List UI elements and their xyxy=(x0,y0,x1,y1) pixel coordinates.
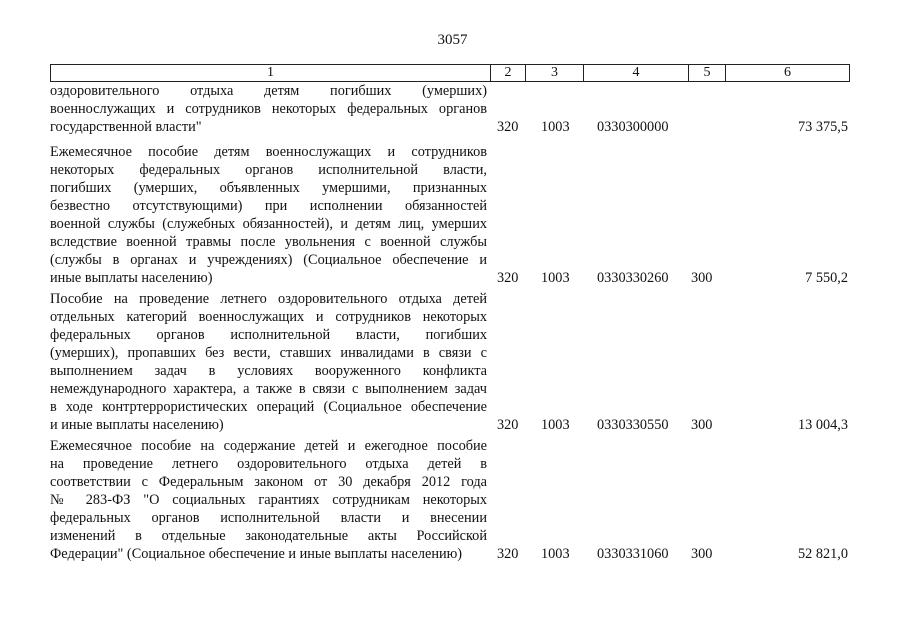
description-line: Пособие на проведение летнего оздоровительного отдыха детей xyxy=(50,291,487,307)
cell-amount: 13 004,3 xyxy=(797,417,848,433)
description-line: № 283-ФЗ "О социальных гарантиях сотрудникам некоторых xyxy=(50,492,487,508)
cell-amount: 52 821,0 xyxy=(797,546,848,562)
description-line: отдельных категорий военнослужащих и сотрудников некоторых xyxy=(50,309,487,325)
cell-code-2: 320 xyxy=(497,270,519,286)
row-description xyxy=(50,290,487,434)
cell-code-2: 320 xyxy=(497,546,519,562)
description-line: и иные выплаты населению) xyxy=(50,417,224,433)
cell-code-2: 320 xyxy=(497,417,519,433)
description-line: военнослужащих и сотрудников некоторых федеральных органов xyxy=(50,101,487,117)
cell-code-2: 320 xyxy=(497,119,519,135)
cell-code-3: 1003 xyxy=(541,119,570,135)
cell-amount: 73 375,5 xyxy=(797,119,848,135)
description-line: безвестно отсутствующими) при исполнении обязанностей xyxy=(50,198,487,214)
table-header xyxy=(50,64,850,82)
header-col-5: 5 xyxy=(688,65,725,81)
description-line: на проведение летнего оздоровительного отдыха детей в xyxy=(50,456,487,472)
cell-code-5: 300 xyxy=(691,546,713,562)
cell-amount: 7 550,2 xyxy=(805,270,848,286)
row-description xyxy=(50,82,487,136)
description-line: иные выплаты населению) xyxy=(50,270,213,286)
description-line: соответствии с Федеральным законом от 30 декабря 2012 года xyxy=(50,474,487,490)
header-col-3: 3 xyxy=(525,65,583,81)
description-line: (службы в органах и учреждениях) (Социальное обеспечение и xyxy=(50,252,487,268)
description-line: (умерших), пропавших без вести, ставших инвалидами в связи с xyxy=(50,345,487,361)
description-line: Федерации" (Социальное обеспечение и иные выплаты населению) xyxy=(50,546,463,562)
cell-code-3: 1003 xyxy=(541,270,570,286)
description-line: оздоровительного отдыха детям погибших (умерших) xyxy=(50,83,487,99)
row-description xyxy=(50,437,487,563)
header-col-2: 2 xyxy=(490,65,525,81)
cell-code-4: 0330330260 xyxy=(597,270,669,286)
description-line: в ходе контртеррористических операций (Социальное обеспечение xyxy=(50,399,487,415)
header-col-4: 4 xyxy=(583,65,688,81)
header-col-1: 1 xyxy=(267,65,274,80)
header-col-6: 6 xyxy=(725,65,849,81)
cell-code-4: 0330331060 xyxy=(597,546,669,562)
description-line: изменений в отдельные законодательные акты Российской xyxy=(50,528,487,544)
cell-code-5: 300 xyxy=(691,270,713,286)
cell-code-4: 0330330550 xyxy=(597,417,669,433)
cell-code-5: 300 xyxy=(691,417,713,433)
cell-code-4: 0330300000 xyxy=(597,119,669,135)
description-line: немеждународного характера, а также в связи с выполнением задач xyxy=(50,381,487,397)
description-line: государственной власти" xyxy=(50,119,202,135)
description-line: федеральных органов исполнительной власти и внесении xyxy=(50,510,487,526)
page-number: 3057 xyxy=(437,32,468,48)
description-line: Ежемесячное пособие на содержание детей и ежегодное пособие xyxy=(50,438,487,454)
description-line: Ежемесячное пособие детям военнослужащих и сотрудников xyxy=(50,144,487,160)
description-line: выполнением задач в условиях вооруженного конфликта xyxy=(50,363,487,379)
cell-code-3: 1003 xyxy=(541,546,570,562)
description-line: некоторых федеральных органов исполнительной власти, xyxy=(50,162,487,178)
cell-code-3: 1003 xyxy=(541,417,570,433)
row-description xyxy=(50,143,487,287)
description-line: погибших (умерших, объявленных умершими, признанных xyxy=(50,180,487,196)
description-line: федеральных органов исполнительной власти, погибших xyxy=(50,327,487,343)
description-line: вследствие военной травмы после увольнения с военной службы xyxy=(50,234,487,250)
description-line: военной службы (служебных обязанностей), и детям лиц, умерших xyxy=(50,216,487,232)
